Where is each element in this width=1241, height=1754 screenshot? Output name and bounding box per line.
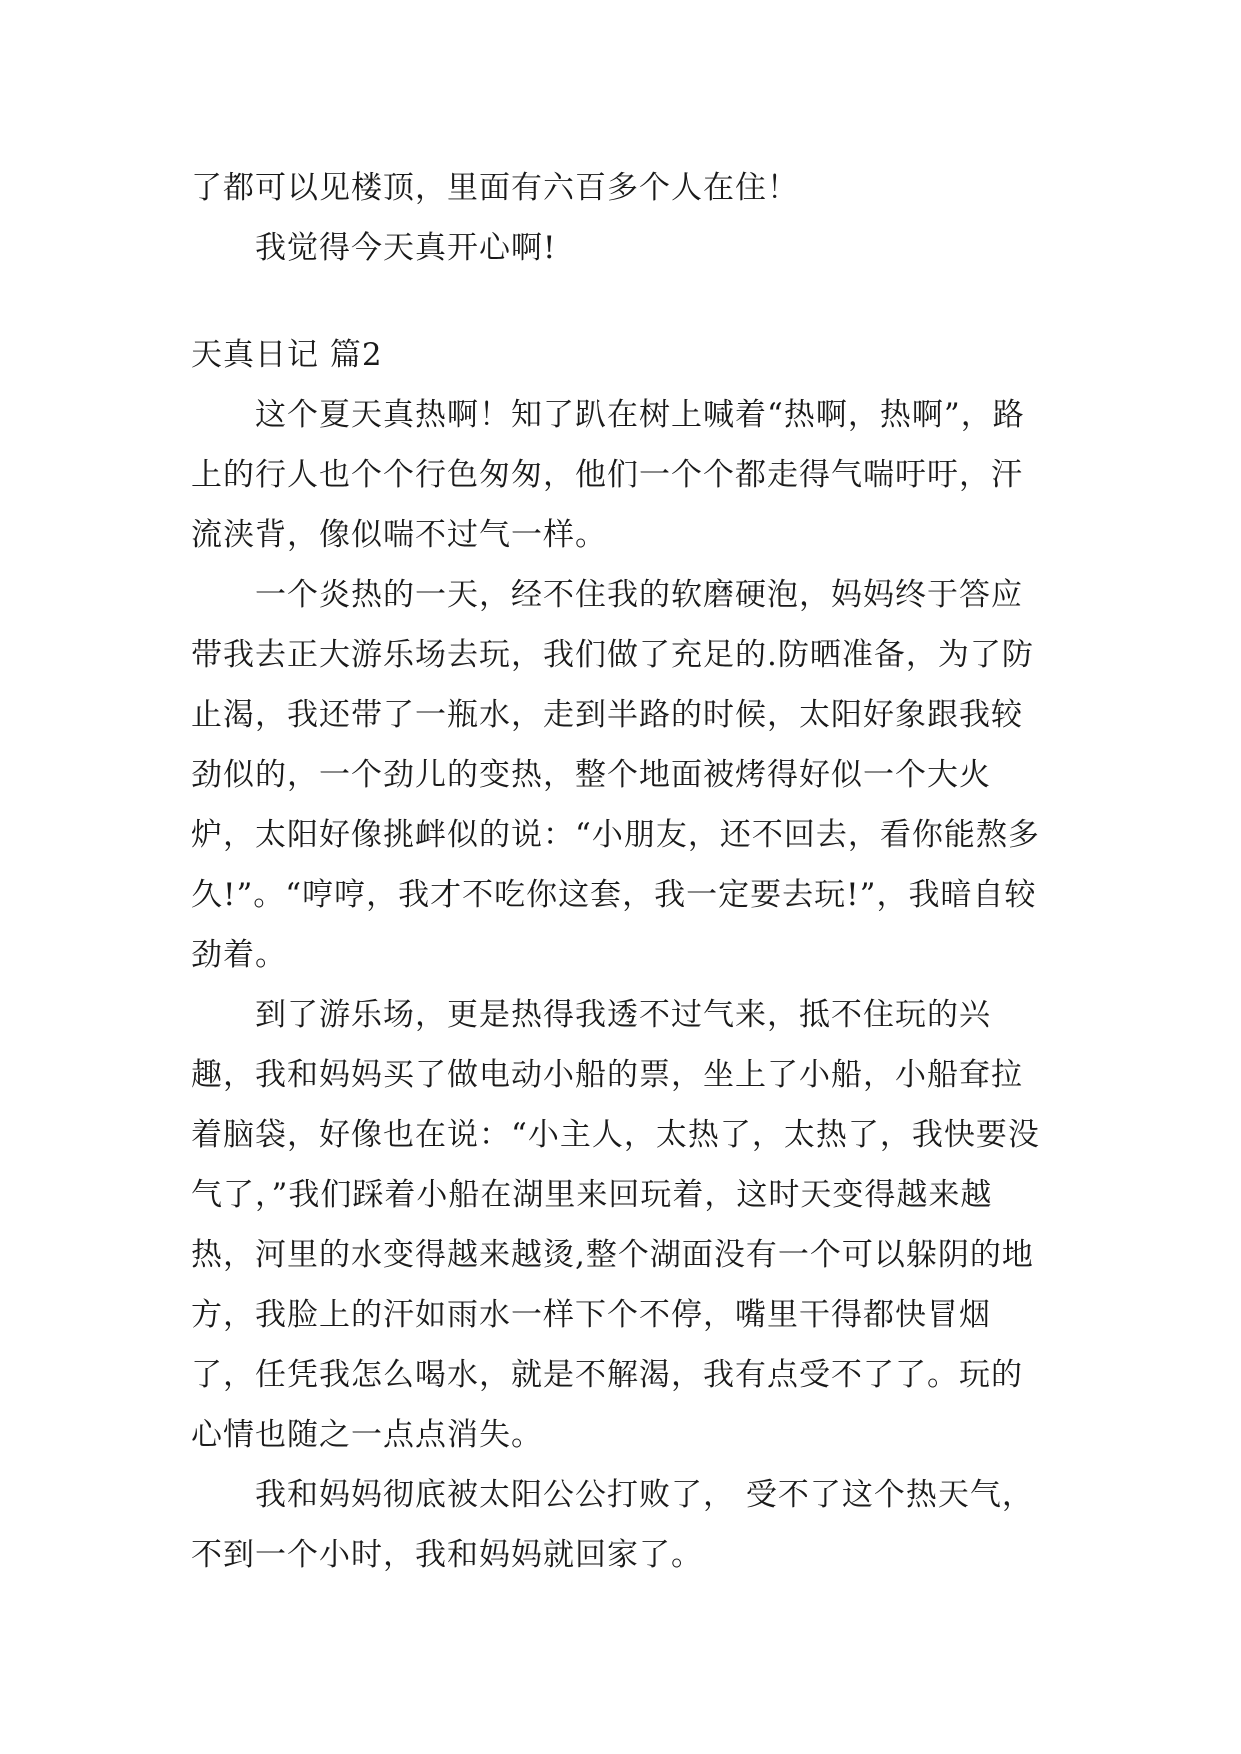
- body-paragraph-1: 这个夏天真热啊！知了趴在树上喊着“热啊，热啊”，路上的行人也个个行色匆匆，他们一个个都走得气喘吁吁，汗流浃背，像似喘不过气一样。: [191, 397, 1025, 553]
- section-title: 天真日记 篇2: [191, 337, 383, 373]
- continuation-paragraph: 我觉得今天真开心啊!: [255, 230, 557, 266]
- continuation-line: 了都可以见楼顶，里面有六百多个人在住！: [191, 170, 799, 206]
- body-paragraph-4: 我和妈妈彻底被太阳公公打败了， 受不了这个热天气，不到一个小时，我和妈妈就回家了。: [191, 1477, 1034, 1573]
- document-body: [191, 158, 1051, 1585]
- body-paragraph-2: 一个炎热的一天，经不住我的软磨硬泡，妈妈终于答应带我去正大游乐场去玩，我们做了充足的.防晒准备，为了防止渴，我还带了一瓶水，走到半路的时候，太阳好象跟我较劲似的，一个劲儿的变热，整个地面被烤得好似一个大火炉，太阳好像挑衅似的说：“小朋友，还不回去，看你能熬多久!”。“哼哼，我才不吃你这套，我一定要去玩!”，我暗自较劲着。: [191, 577, 1040, 973]
- section-spacer: [191, 278, 1051, 325]
- body-paragraph-3: 到了游乐场，更是热得我透不过气来，抵不住玩的兴趣，我和妈妈买了做电动小船的票，坐上了小船，小船耷拉着脑袋，好像也在说：“小主人，太热了，太热了，我快要没气了，”我们踩着小船在湖里来回玩着，这时天变得越来越热，河里的水变得越来越烫,整个湖面没有一个可以躲阴的地方，我脸上的汗如雨水一样下个不停，嘴里干得都快冒烟了，任凭我怎么喝水，就是不解渴，我有点受不了了。玩的心情也随之一点点消失。: [191, 997, 1040, 1453]
